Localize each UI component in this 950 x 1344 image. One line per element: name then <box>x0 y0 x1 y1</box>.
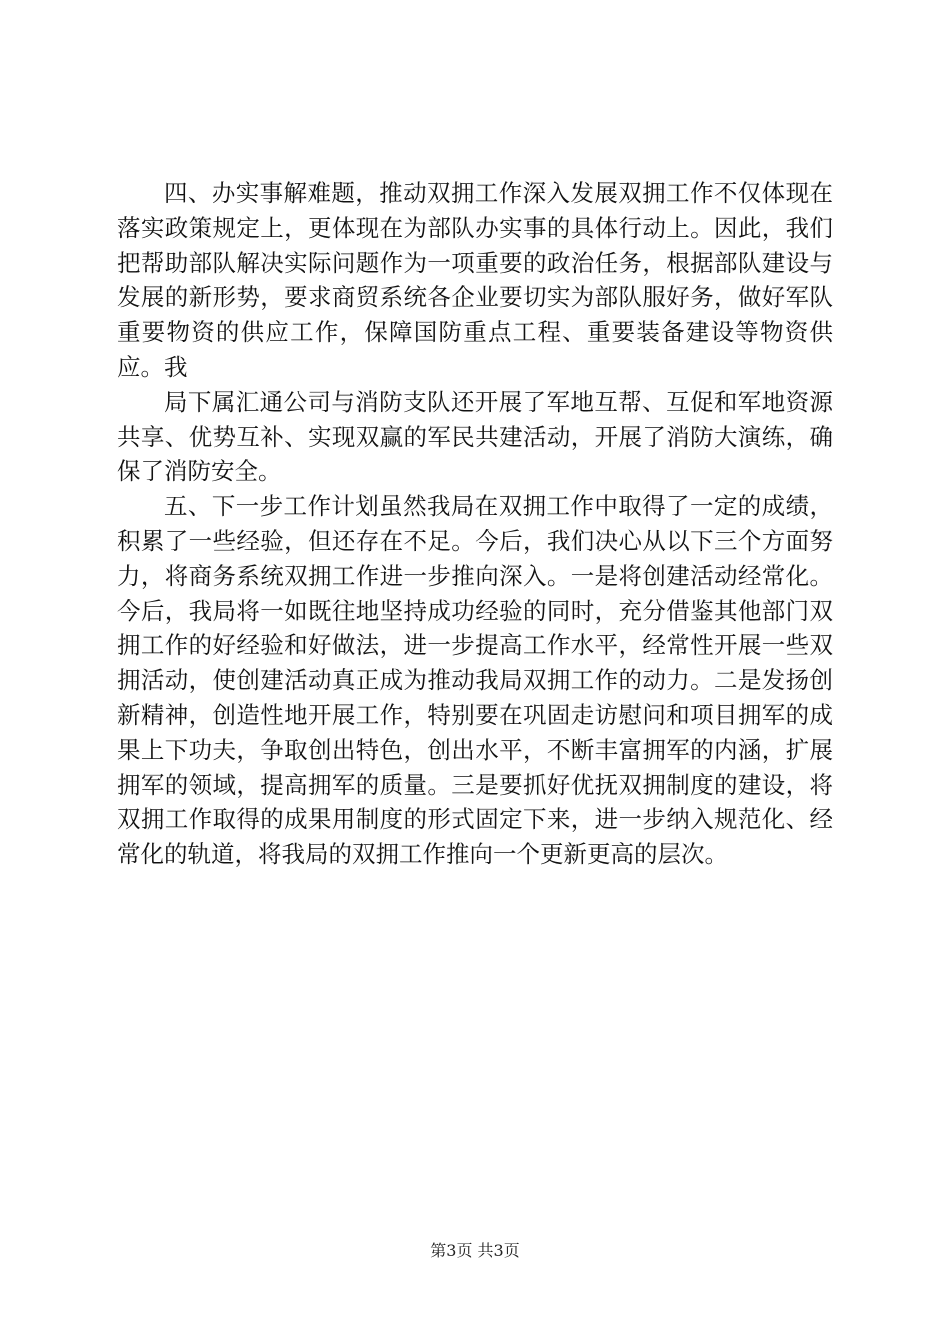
paragraph-continuation: 局下属汇通公司与消防支队还开展了军地互帮、互促和军地资源共享、优势互补、实现双赢的军民共建活动，开展了消防大演练，确保了消防安全。 <box>117 387 833 486</box>
page-footer <box>0 1241 950 1261</box>
paragraph-section-five: 五、下一步工作计划虽然我局在双拥工作中取得了一定的成绩，积累了一些经验，但还存在不足。今后，我们决心从以下三个方面努力，将商务系统双拥工作进一步推向深入。一是将创建活动经常化。今后，我局将一如既往地坚持成功经验的同时，充分借鉴其他部门双拥工作的好经验和好做法，进一步提高工作水平，经常性开展一些双拥活动，使创建活动真正成为推动我局双拥工作的动力。二是发扬创新精神，创造性地开展工作，特别要在巩固走访慰问和项目拥军的成果上下功夫，争取创出特色，创出水平，不断丰富拥军的内涵，扩展拥军的领域，提高拥军的质量。三是要抓好优抚双拥制度的建设，将双拥工作取得的成果用制度的形式固定下来，进一步纳入规范化、经常化的轨道，将我局的双拥工作推向一个更新更高的层次。 <box>117 492 833 869</box>
document-body <box>117 176 833 872</box>
page-number-indicator: 第3页 共3页 <box>430 1241 520 1260</box>
paragraph-section-four: 四、办实事解难题，推动双拥工作深入发展双拥工作不仅体现在落实政策规定上，更体现在为部队办实事的具体行动上。因此，我们把帮助部队解决实际问题作为一项重要的政治任务，根据部队建设与发展的新形势，要求商贸系统各企业要切实为部队服好务，做好军队重要物资的供应工作，保障国防重点工程、重要装备建设等物资供应。我 <box>117 179 833 381</box>
